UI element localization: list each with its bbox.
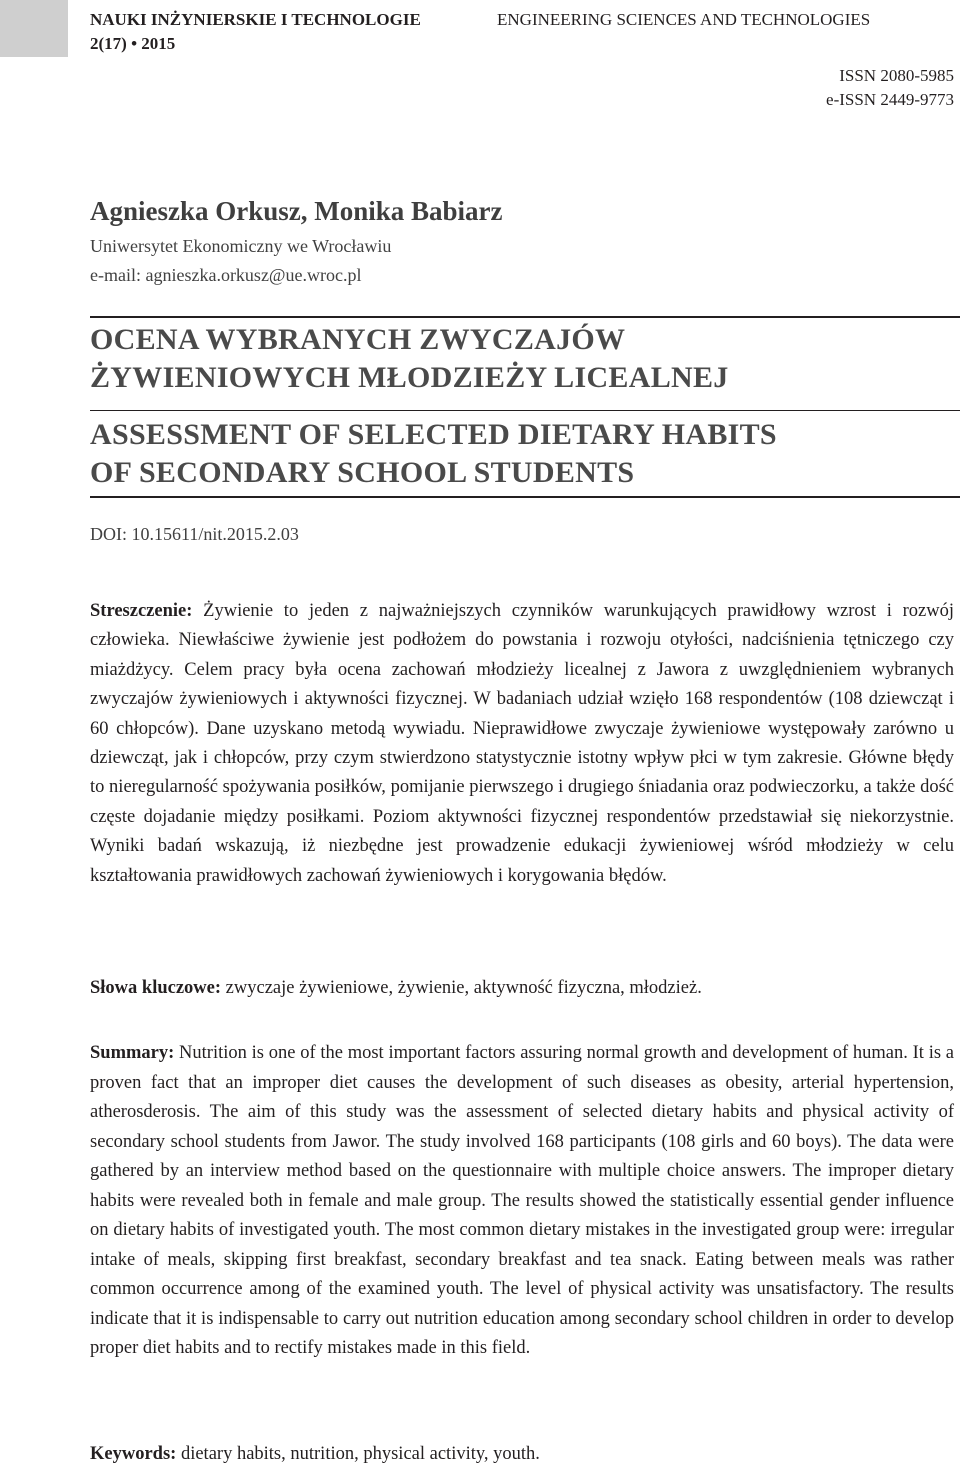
- journal-issue: 2(17) • 2015: [90, 34, 176, 53]
- article-title-pl: [90, 321, 729, 397]
- title-pl-line-2: ŻYWIENIOWYCH MŁODZIEŻY LICEALNEJ: [90, 361, 729, 394]
- abstract-en: [90, 1039, 954, 1364]
- journal-name-pl: NAUKI INŻYNIERSKIE I TECHNOLOGIE: [90, 10, 421, 29]
- eissn: e-ISSN 2449-9773: [826, 90, 954, 109]
- keywords-pl-text: zwyczaje żywieniowe, żywienie, aktywność fizyczna, młodzież.: [225, 978, 702, 998]
- issn-block: [826, 64, 954, 112]
- author-email: e-mail: agnieszka.orkusz@ue.wroc.pl: [90, 265, 362, 285]
- journal-name-en: ENGINEERING SCIENCES AND TECHNOLOGIES: [497, 10, 871, 29]
- author-affiliation: Uniwersytet Ekonomiczny we Wrocławiu: [90, 236, 392, 256]
- issn: ISSN 2080-5985: [839, 66, 954, 85]
- title-rule-top: [90, 316, 960, 318]
- title-en-line-1: ASSESSMENT OF SELECTED DIETARY HABITS: [90, 418, 777, 451]
- title-rule-middle: [90, 410, 960, 411]
- abstract-en-text: Nutrition is one of the most important factors assuring normal growth and development of human. It is a proven fact that an improper diet causes the development of such diseases as obesity, arterial hypertension, atherosderosis. The aim of this study was the assessment of selected dietary habits and physical activity of secondary school students from Jawor. The study involved 168 participants (108 girls and 60 boys). The data were gathered by an interview method based on the questionnaire with multiple choice answers. The improper dietary habits were revealed both in female and male group. The results showed the statistically essential gender influence on dietary habits of investigated youth. The most common dietary mistakes in the investigated group were: irregular intake of meals, skipping first breakfast, secondary breakfast and tea snack. Eating between meals was rather common occurrence among of the examined youth. The level of physical activity was unsatisfactory. The results indicate that it is indispensable to carry out nutrition education among secondary school children in order to develop proper diet habits and to rectify mistakes made in this field.: [90, 1043, 954, 1358]
- keywords-pl: [90, 975, 954, 1001]
- keywords-en-label: Keywords:: [90, 1444, 177, 1464]
- article-authors: Agnieszka Orkusz, Monika Babiarz: [90, 196, 503, 226]
- title-en-line-2: OF SECONDARY SCHOOL STUDENTS: [90, 456, 635, 489]
- keywords-pl-label: Słowa kluczowe:: [90, 978, 222, 998]
- abstract-en-label: Summary:: [90, 1043, 175, 1063]
- journal-header-pl: [90, 8, 421, 56]
- article-doi: DOI: 10.15611/nit.2015.2.03: [90, 524, 299, 544]
- corner-marker: [0, 0, 68, 57]
- article-title-en: [90, 416, 777, 492]
- title-pl-line-1: OCENA WYBRANYCH ZWYCZAJÓW: [90, 323, 626, 356]
- abstract-pl-text: Żywienie to jeden z najważniejszych czynników warunkujących prawidłowy wzrost i rozwój człowieka. Niewłaściwe żywienie jest podłożem do powstania i rozwoju otyłości, nadciśnienia tętniczego czy miażdżycy. Celem pracy była ocena zachowań młodzieży licealnej z Jawora z uwzględnieniem wybranych zwyczajów żywieniowych i aktywności fizycznej. W badaniach udział wzięło 168 respondentów (108 dziewcząt i 60 chłopców). Dane uzyskano metodą wywiadu. Nieprawidłowe zwyczaje żywieniowe występowały zarówno u dziewcząt, jak i chłopców, przy czym stwierdzono statystycznie istotny wpływ płci w tym zakresie. Główne błędy to nieregularność spożywania posiłków, pomijanie pierwszego i drugiego śniadania oraz podwieczorku, a także dość częste dojadanie między posiłkami. Poziom aktywności fizycznej respondentów przedstawiał się niekorzystnie. Wyniki badań wskazują, iż niezbędne jest prowadzenie edukacji żywieniowej wśród młodzieży w celu kształtowania prawidłowych zachowań żywieniowych i korygowania błędów.: [90, 601, 955, 886]
- keywords-en: [90, 1441, 954, 1467]
- abstract-pl-label: Streszczenie:: [90, 601, 193, 621]
- abstract-pl: [90, 597, 954, 891]
- title-rule-bottom: [90, 496, 960, 498]
- keywords-en-text: dietary habits, nutrition, physical activity, youth.: [180, 1444, 540, 1464]
